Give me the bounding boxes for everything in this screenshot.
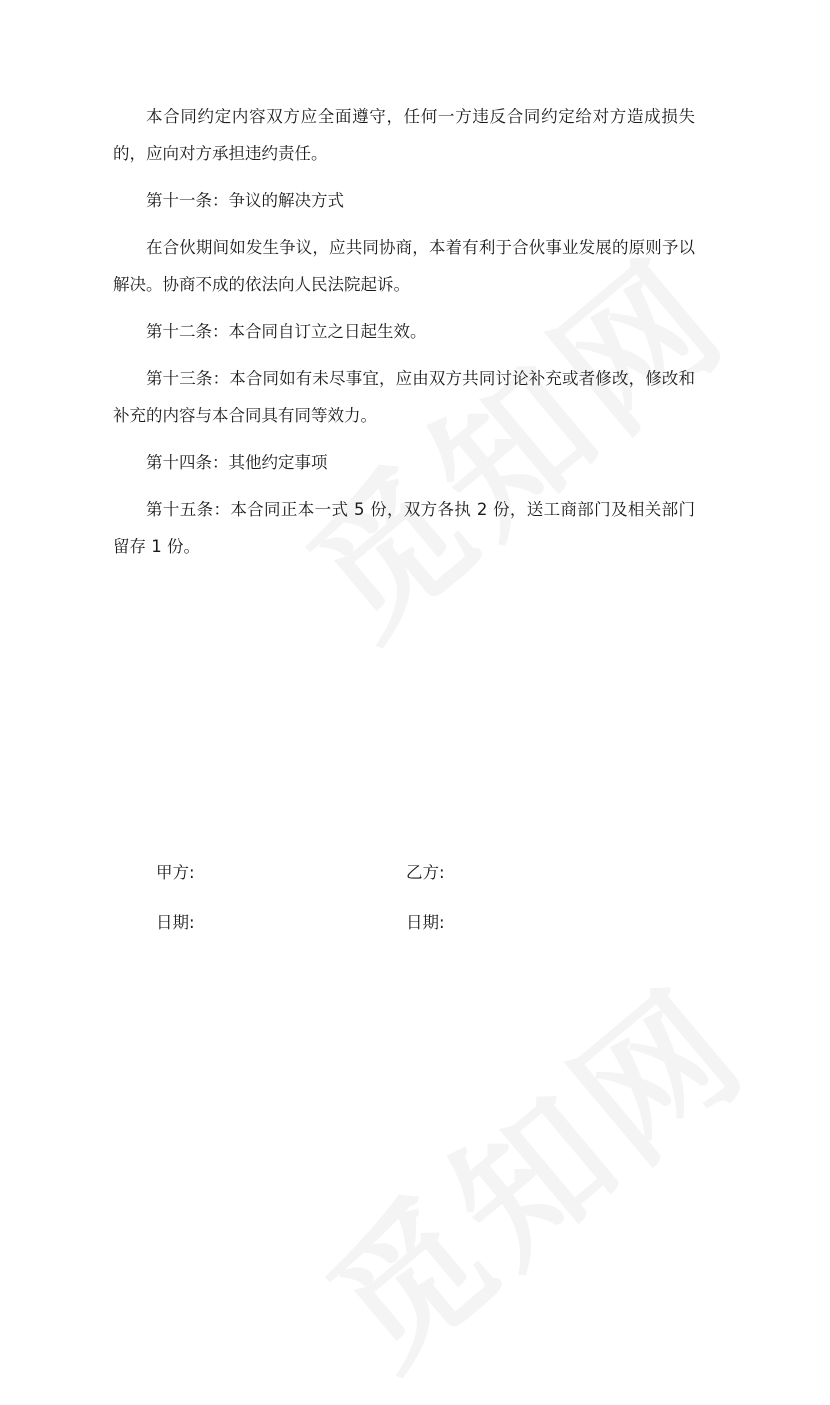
- clause-14: 第十四条：其他约定事项: [146, 453, 328, 472]
- clause-11-text: 在合伙期间如发生争议，应共同协商，本着有利于合伙事业发展的原则予以解决。协商不成的依法向人民法院起诉。: [113, 238, 695, 294]
- signature-date-row: [156, 896, 656, 946]
- contract-body: [113, 98, 695, 575]
- party-a-label: 甲方:: [156, 863, 195, 882]
- clause-12: 第十二条：本合同自订立之日起生效。: [146, 322, 427, 341]
- party-b-label: 乙方:: [406, 863, 445, 882]
- clause-15: 第十五条：本合同正本一式 5 份，双方各执 2 份，送工商部门及相关部门留存 1 份。: [113, 500, 695, 556]
- clause-13: 第十三条：本合同如有未尽事宜，应由双方共同讨论补充或者修改，修改和补充的内容与本合同具有同等效力。: [113, 369, 695, 425]
- date-b-label: 日期:: [406, 913, 445, 932]
- date-a-label: 日期:: [156, 913, 195, 932]
- clause-11-heading: 第十一条：争议的解决方式: [146, 191, 344, 210]
- signature-block: [156, 846, 656, 946]
- signature-party-row: [156, 846, 656, 896]
- watermark-bottom: [277, 931, 784, 1405]
- clause-breach-liability: 本合同约定内容双方应全面遵守，任何一方违反合同约定给对方造成损失的，应向对方承担违约责任。: [113, 107, 695, 163]
